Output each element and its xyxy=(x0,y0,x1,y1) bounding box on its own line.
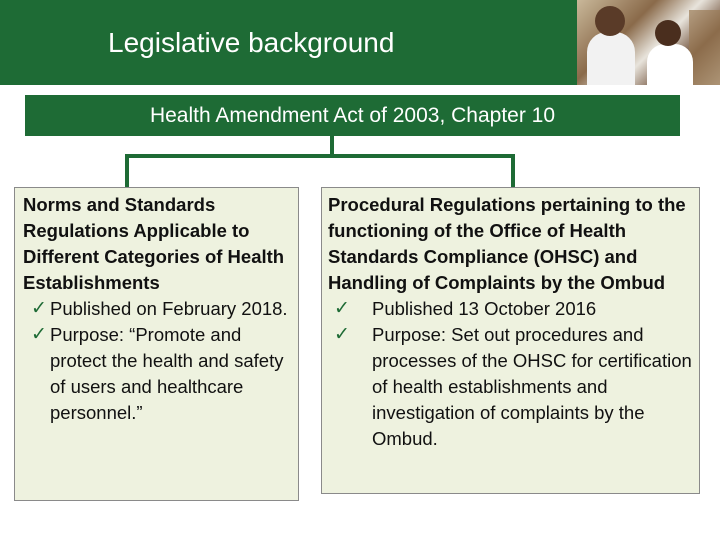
list-item xyxy=(23,322,292,426)
connector-horizontal xyxy=(125,154,515,158)
header-photo xyxy=(577,0,720,85)
list-item xyxy=(328,296,695,322)
list-item xyxy=(23,296,292,322)
connector-vertical-main xyxy=(330,136,334,156)
connector-right-drop xyxy=(511,154,515,187)
act-title-bar: Health Amendment Act of 2003, Chapter 10 xyxy=(25,95,680,136)
checkmark-icon: ✓ xyxy=(31,324,47,345)
norms-standards-title: Norms and Standards Regulations Applicable to Different Categories of Health Establishments xyxy=(23,194,285,293)
checkmark-icon: ✓ xyxy=(334,298,350,319)
checkmark-icon: ✓ xyxy=(334,324,350,345)
bullet-text: Purpose: Set out procedures and processes of the OHSC for certification of health establishments and investigation of complaints by the Ombud. xyxy=(372,324,692,449)
procedural-regulations-box xyxy=(321,187,700,494)
connector-left-drop xyxy=(125,154,129,187)
bullet-text: Purpose: “Promote and protect the health and safety of users and healthcare personnel.” xyxy=(50,324,284,423)
slide-title: Legislative background xyxy=(108,27,395,58)
norms-standards-box xyxy=(14,187,299,501)
list-item xyxy=(328,322,695,452)
bullet-text: Published on February 2018. xyxy=(50,298,288,319)
title-banner xyxy=(0,0,720,85)
bullet-text: Published 13 October 2016 xyxy=(372,298,597,319)
checkmark-icon: ✓ xyxy=(31,298,47,319)
procedural-regulations-title: Procedural Regulations pertaining to the functioning of the Office of Health Standards Compliance (OHSC) and Handling of Complaints by the Ombud xyxy=(328,194,686,293)
